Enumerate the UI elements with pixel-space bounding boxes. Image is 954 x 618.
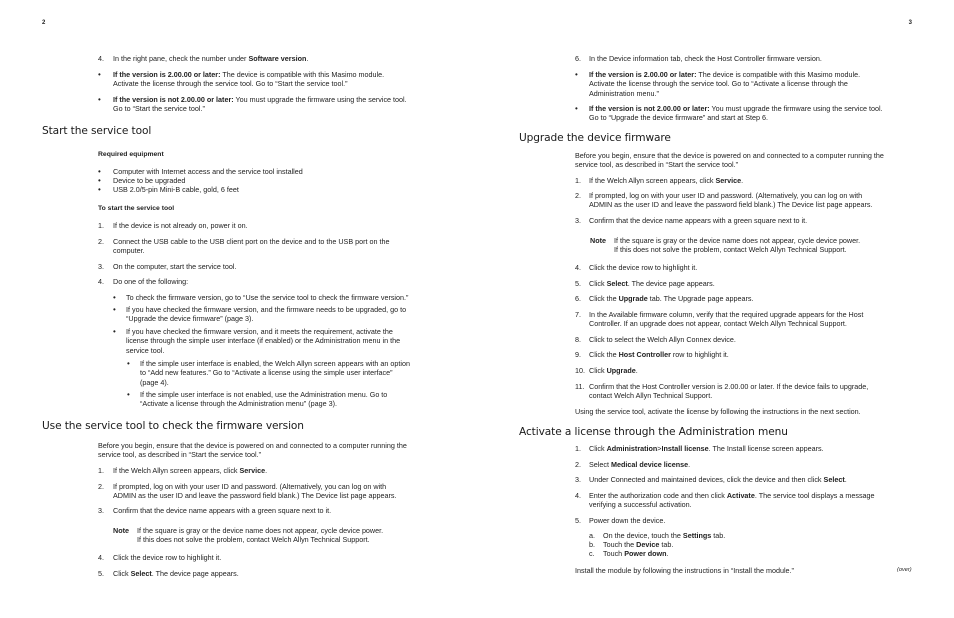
note: Note If the square is gray or the device name does not appear, cycle device power. If this does not solve the problem, contact Welch Allyn Technical Support. xyxy=(590,236,861,255)
activate-step-4: 4. Enter the authorization code and then click Activate. The service tool displays a message verifying a successful activation. xyxy=(575,491,875,510)
intro-bullet-1: • If the version is 2.00.00 or later: The device is compatible with this Masimo module. Activate the license through the service tool. Go to “Activate a license through the Administration menu.” xyxy=(575,70,861,98)
intro-bullet-2: • If the version is not 2.00.00 or later: You must upgrade the firmware using the service tool. Go to “Start the service tool.” xyxy=(98,95,407,114)
upgrade-step-11: 11. Confirm that the Host Controller version is 2.00.00 or later. If the device fails to upgrade, contact Welch Allyn Technical Support. xyxy=(575,382,869,401)
equipment-item: • Computer with Internet access and the service tool installed xyxy=(98,167,303,176)
check-firmware-intro: Before you begin, ensure that the device is powered on and connected to a computer running the service tool, as described in “Start the service tool.” xyxy=(98,441,407,460)
start-step-1: 1. If the device is not already on, power it on. xyxy=(98,221,248,230)
activate-step-2: 2. Select Medical device license. xyxy=(575,460,691,469)
right-page xyxy=(477,0,954,618)
alpha-step-b: b. Touch the Device tab. xyxy=(589,540,674,549)
activate-step-1: 1. Click Administration>Install license. The Install license screen appears. xyxy=(575,444,824,453)
upgrade-step-2: 2. If prompted, log on with your user ID and password. (Alternatively, you can log on with ADMIN as the user ID and leave the password field blank.) The Device list page appears. xyxy=(575,191,873,210)
alpha-step-a: a. On the device, touch the Settings tab. xyxy=(589,531,726,540)
check-step-1: 1. If the Welch Allyn screen appears, click Service. xyxy=(98,466,268,475)
section-title-check-firmware: Use the service tool to check the firmware version xyxy=(42,420,304,432)
intro-bullet-1: • If the version is 2.00.00 or later: The device is compatible with this Masimo module. Activate the license through the service tool. Go to “Start the service tool.” xyxy=(98,70,385,89)
alpha-step-c: c. Touch Power down. xyxy=(589,549,669,558)
activate-step-3: 3. Under Connected and maintained devices, click the device and then click Select. xyxy=(575,475,847,484)
intro-bullet-2: • If the version is not 2.00.00 or later: You must upgrade the firmware using the service tool. Go to “Upgrade the device firmware” and start at Step 6. xyxy=(575,104,883,123)
sub-bullet-3: • If you have checked the firmware version, and it meets the requirement, activate the license through the simple user interface (if enabled) or the Administration menu in the service tool. xyxy=(113,327,401,355)
sub-bullet-1: • To check the firmware version, go to “Use the service tool to check the firmware version.” xyxy=(113,293,409,302)
upgrade-step-5: 5. Click Select. The device page appears. xyxy=(575,279,715,288)
upgrade-step-9: 9. Click the Host Controller row to highlight it. xyxy=(575,350,729,359)
over-marker: (over) xyxy=(897,567,912,573)
start-step-3: 3. On the computer, start the service tool. xyxy=(98,262,237,271)
upgrade-step-10: 10. Click Upgrade. xyxy=(575,366,638,375)
activate-outro: Install the module by following the instructions in “Install the module.” xyxy=(575,566,794,575)
check-step-2: 2. If prompted, log on with your user ID and password. (Alternatively, you can log on with ADMIN as the user ID and leave the password field blank.) The Device list page appears. xyxy=(98,482,397,501)
page-number: 2 xyxy=(42,20,46,26)
upgrade-step-4: 4. Click the device row to highlight it. xyxy=(575,263,698,272)
section-title-upgrade-firmware: Upgrade the device firmware xyxy=(519,132,671,144)
check-step-3: 3. Confirm that the device name appears with a green square next to it. xyxy=(98,506,332,515)
sub-bullet-2: • If you have checked the firmware version, and the firmware needs to be upgraded, go to “Upgrade the device firmware” (page 3). xyxy=(113,305,407,324)
steps-heading: To start the service tool xyxy=(98,205,175,212)
upgrade-step-8: 8. Click to select the Welch Allyn Connex device. xyxy=(575,335,736,344)
intro-step-4: 4. In the right pane, check the number under Software version. xyxy=(98,54,309,63)
start-step-2: 2. Connect the USB cable to the USB client port on the device and to the USB port on the computer. xyxy=(98,237,390,256)
check-step-4: 4. Click the device row to highlight it. xyxy=(98,553,222,562)
upgrade-step-1: 1. If the Welch Allyn screen appears, click Service. xyxy=(575,176,744,185)
section-title-start-service-tool: Start the service tool xyxy=(42,125,152,137)
note: Note If the square is gray or the device name does not appear, cycle device power. If this does not solve the problem, contact Welch Allyn Technical Support. xyxy=(113,526,384,545)
equipment-item: • Device to be upgraded xyxy=(98,176,186,185)
subsub-bullet-2: • If the simple user interface is not enabled, use the Administration menu. Go to “Activate a license through the Administration menu” (page 3). xyxy=(127,390,388,409)
subsub-bullet-1: • If the simple user interface is enabled, the Welch Allyn screen appears with an option to “Add new features.” Go to “Activate a license using the simple user interface” (page 4). xyxy=(127,359,410,387)
required-equipment-heading: Required equipment xyxy=(98,151,164,158)
upgrade-step-3: 3. Confirm that the device name appears with a green square next to it. xyxy=(575,216,808,225)
check-step-5: 5. Click Select. The device page appears. xyxy=(98,569,239,578)
intro-step-6: 6. In the Device information tab, check the Host Controller firmware version. xyxy=(575,54,822,63)
upgrade-step-6: 6. Click the Upgrade tab. The Upgrade page appears. xyxy=(575,294,754,303)
equipment-item: • USB 2.0/5-pin Mini-B cable, gold, 6 feet xyxy=(98,185,239,194)
upgrade-outro: Using the service tool, activate the license by following the instructions in the next section. xyxy=(575,407,861,416)
start-step-4: 4. Do one of the following: xyxy=(98,277,189,286)
page-number: 3 xyxy=(908,20,912,26)
upgrade-step-7: 7. In the Available firmware column, verify that the required upgrade appears for the Host Controller. If an upgrade does not appear, contact Welch Allyn Technical Support. xyxy=(575,310,864,329)
activate-step-5: 5. Power down the device. xyxy=(575,516,666,525)
section-title-activate-license: Activate a license through the Administration menu xyxy=(519,426,788,438)
upgrade-intro: Before you begin, ensure that the device is powered on and connected to a computer running the service tool, as described in “Start the service tool.” xyxy=(575,151,884,170)
